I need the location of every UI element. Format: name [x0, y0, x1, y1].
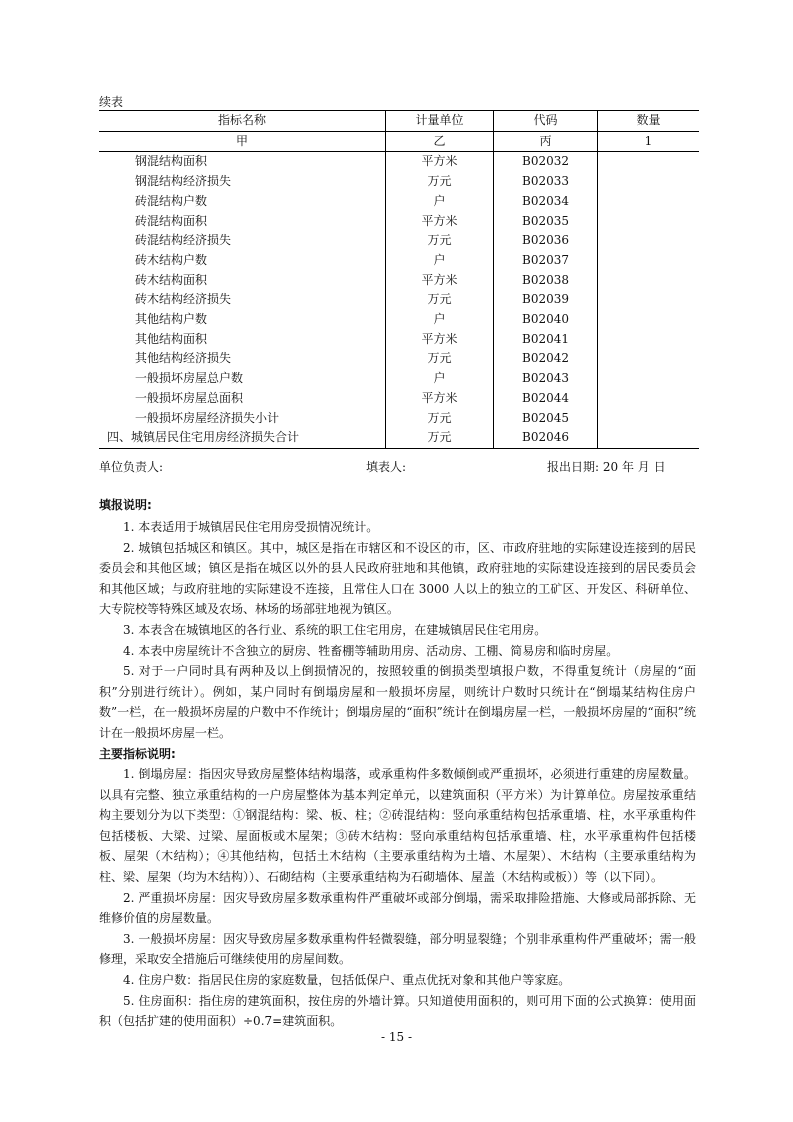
filler-label: 填表人: [366, 460, 407, 474]
row-name: 钢混结构面积 [135, 154, 208, 169]
table-row [99, 290, 699, 310]
row-unit: 平方米 [386, 330, 494, 350]
table-row [99, 271, 699, 291]
row-quantity [598, 152, 700, 172]
row-name: 一般损坏房屋总户数 [135, 371, 244, 386]
row-code: B02035 [494, 212, 598, 232]
row-code: B02036 [494, 231, 598, 251]
header-quantity: 数量 [598, 111, 700, 132]
table-row [99, 389, 699, 409]
table-row [99, 152, 699, 172]
fill-note-item: 1. 本表适用于城镇居民住宅用房受损情况统计。 [123, 520, 379, 534]
row-code: B02043 [494, 369, 598, 389]
row-code: B02038 [494, 271, 598, 291]
main-note-item: 5. 住房面积：指住房的建筑面积，按住房的外墙计算。只知道使用面积的，则可用下面的公式换算：使用面积（包括扩建的使用面积）÷0.7=建筑面积。 [99, 993, 696, 1029]
row-code: B02033 [494, 172, 598, 192]
row-name: 其他结构户数 [135, 312, 208, 327]
row-unit: 平方米 [386, 389, 494, 409]
row-name: 一般损坏房屋总面积 [135, 390, 244, 405]
row-quantity [598, 428, 700, 448]
report-date-label: 报出日期: 20 年 月 日 [547, 460, 666, 474]
table-subheader-row [99, 131, 699, 152]
row-name: 钢混结构经济损失 [135, 174, 232, 189]
page-number: - 15 - [380, 1030, 412, 1044]
row-quantity [598, 231, 700, 251]
continued-label: 续表 [99, 95, 124, 109]
unit-head-label: 单位负责人: [99, 460, 164, 474]
row-code: B02040 [494, 310, 598, 330]
indicator-table [99, 110, 699, 449]
header-unit: 计量单位 [386, 111, 494, 132]
row-unit: 万元 [386, 290, 494, 310]
row-quantity [598, 409, 700, 429]
row-quantity [598, 192, 700, 212]
row-quantity [598, 330, 700, 350]
row-name: 四、城镇居民住宅用房经济损失合计 [107, 430, 300, 445]
row-quantity [598, 290, 700, 310]
row-name: 其他结构经济损失 [135, 351, 232, 366]
table-row-total [99, 428, 699, 448]
subheader-jia: 甲 [99, 131, 386, 152]
row-quantity [598, 271, 700, 291]
table-row [99, 349, 699, 369]
table-row [99, 192, 699, 212]
row-name: 砖木结构面积 [135, 272, 208, 287]
main-note-item: 3. 一般损坏房屋：因灾导致房屋多数承重构件轻微裂缝，部分明显裂缝；个别非承重构件严重破坏；需一般修理，采取安全措施后可继续使用的房屋间数。 [99, 931, 696, 967]
fill-note-item: 4. 本表中房屋统计不含独立的厨房、牲畜棚等辅助用房、活动房、工棚、简易房和临时房屋。 [123, 643, 619, 658]
row-code: B02041 [494, 330, 598, 350]
row-quantity [598, 172, 700, 192]
table-row [99, 172, 699, 192]
fill-note-item: 5. 对于一户同时具有两种及以上倒损情况的，按照较重的倒损类型填报户数，不得重复统计（房屋的“面积”分别进行统计）。例如，某户同时有倒塌房屋和一般损坏房屋，则统计户数时只统计在“倒塌某结构住房户数”一栏，在一般损坏房屋的户数中不作统计；倒塌房屋的“面积”统计在倒塌房屋一栏，一般损坏房屋的“面积”统计在一般损坏房屋一栏。 [99, 664, 696, 740]
row-unit: 户 [386, 310, 494, 330]
table-row [99, 369, 699, 389]
row-unit: 万元 [386, 349, 494, 369]
row-unit: 万元 [386, 231, 494, 251]
row-name: 一般损坏房屋经济损失小计 [135, 410, 280, 425]
row-name: 其他结构面积 [135, 331, 208, 346]
fill-note-item: 3. 本表含在城镇地区的各行业、系统的职工住宅用房，在建城镇居民住宅用房。 [123, 622, 547, 637]
main-notes-section [99, 745, 696, 1032]
row-name: 砖木结构户数 [135, 252, 208, 267]
table-row [99, 251, 699, 271]
row-unit: 万元 [386, 409, 494, 429]
row-unit: 平方米 [386, 152, 494, 172]
row-unit: 万元 [386, 172, 494, 192]
table-header-row [99, 111, 699, 132]
row-name: 砖木结构经济损失 [135, 292, 232, 307]
row-unit: 平方米 [386, 271, 494, 291]
row-quantity [598, 212, 700, 232]
row-unit: 户 [386, 192, 494, 212]
row-name: 砖混结构经济损失 [135, 233, 232, 248]
row-unit: 户 [386, 251, 494, 271]
row-quantity [598, 369, 700, 389]
row-name: 砖混结构户数 [135, 193, 208, 208]
row-quantity [598, 389, 700, 409]
subheader-bing: 丙 [494, 131, 598, 152]
row-code: B02044 [494, 389, 598, 409]
row-quantity [598, 251, 700, 271]
row-code: B02042 [494, 349, 598, 369]
table-row [99, 231, 699, 251]
main-note-item: 2. 严重损坏房屋：因灾导致房屋多数承重构件严重破坏或部分倒塌，需采取排险措施、大修或局部拆除、无维修价值的房屋数量。 [99, 890, 696, 926]
header-code: 代码 [494, 111, 598, 132]
table-row [99, 212, 699, 232]
table-row [99, 409, 699, 429]
row-unit: 户 [386, 369, 494, 389]
header-indicator-name: 指标名称 [99, 111, 386, 132]
row-code: B02046 [494, 428, 598, 448]
subheader-yi: 乙 [386, 131, 494, 152]
table-row [99, 330, 699, 350]
main-notes-title: 主要指标说明: [99, 747, 176, 761]
row-quantity [598, 310, 700, 330]
row-code: B02034 [494, 192, 598, 212]
main-note-item: 4. 住房户数：指居民住房的家庭数量，包括低保户、重点优抚对象和其他户等家庭。 [123, 972, 571, 987]
row-name: 砖混结构面积 [135, 213, 208, 228]
row-code: B02039 [494, 290, 598, 310]
row-code: B02045 [494, 409, 598, 429]
row-code: B02032 [494, 152, 598, 172]
row-unit: 万元 [386, 428, 494, 448]
row-unit: 平方米 [386, 212, 494, 232]
fill-note-item: 2. 城镇包括城区和镇区。其中，城区是指在市辖区和不设区的市，区、市政府驻地的实际建设连接到的居民委员会和其他区域；镇区是指在城区以外的县人民政府驻地和其他镇，政府驻地的实际建设连接到的居民委员会和其他区域；与政府驻地的实际建设不连接，且常住人口在 3000 人以上的独立的工矿区、开发区、科研单位、大专院校等特殊区域及农场、林场的场部驻地视为镇区。 [99, 540, 696, 617]
fill-notes-title: 填报说明: [99, 498, 152, 512]
row-code: B02037 [494, 251, 598, 271]
fill-notes-section [99, 496, 696, 744]
main-note-item: 1. 倒塌房屋：指因灾导致房屋整体结构塌落，或承重构件多数倾倒或严重损坏，必须进行重建的房屋数量。以具有完整、独立承重结构的一户房屋整体为基本判定单元，以建筑面积（平方米）为计算单位。房屋按承重结构主要划分为以下类型：①钢混结构：梁、板、柱；②砖混结构：竖向承重结构包括承重墙、柱，水平承重构件包括楼板、大梁、过梁、屋面板或木屋架；③砖木结构：竖向承重结构包括承重墙、柱，水平承重构件包括楼板、屋架（木结构）；④其他结构，包括土木结构（主要承重结构为土墙、木屋架）、木结构（主要承重结构为柱、梁、屋架（均为木结构））、石砌结构（主要承重结构为石砌墙体、屋盖（木结构或板））等（以下同）。 [99, 767, 696, 884]
table-row [99, 310, 699, 330]
subheader-one: 1 [598, 131, 700, 152]
row-quantity [598, 349, 700, 369]
